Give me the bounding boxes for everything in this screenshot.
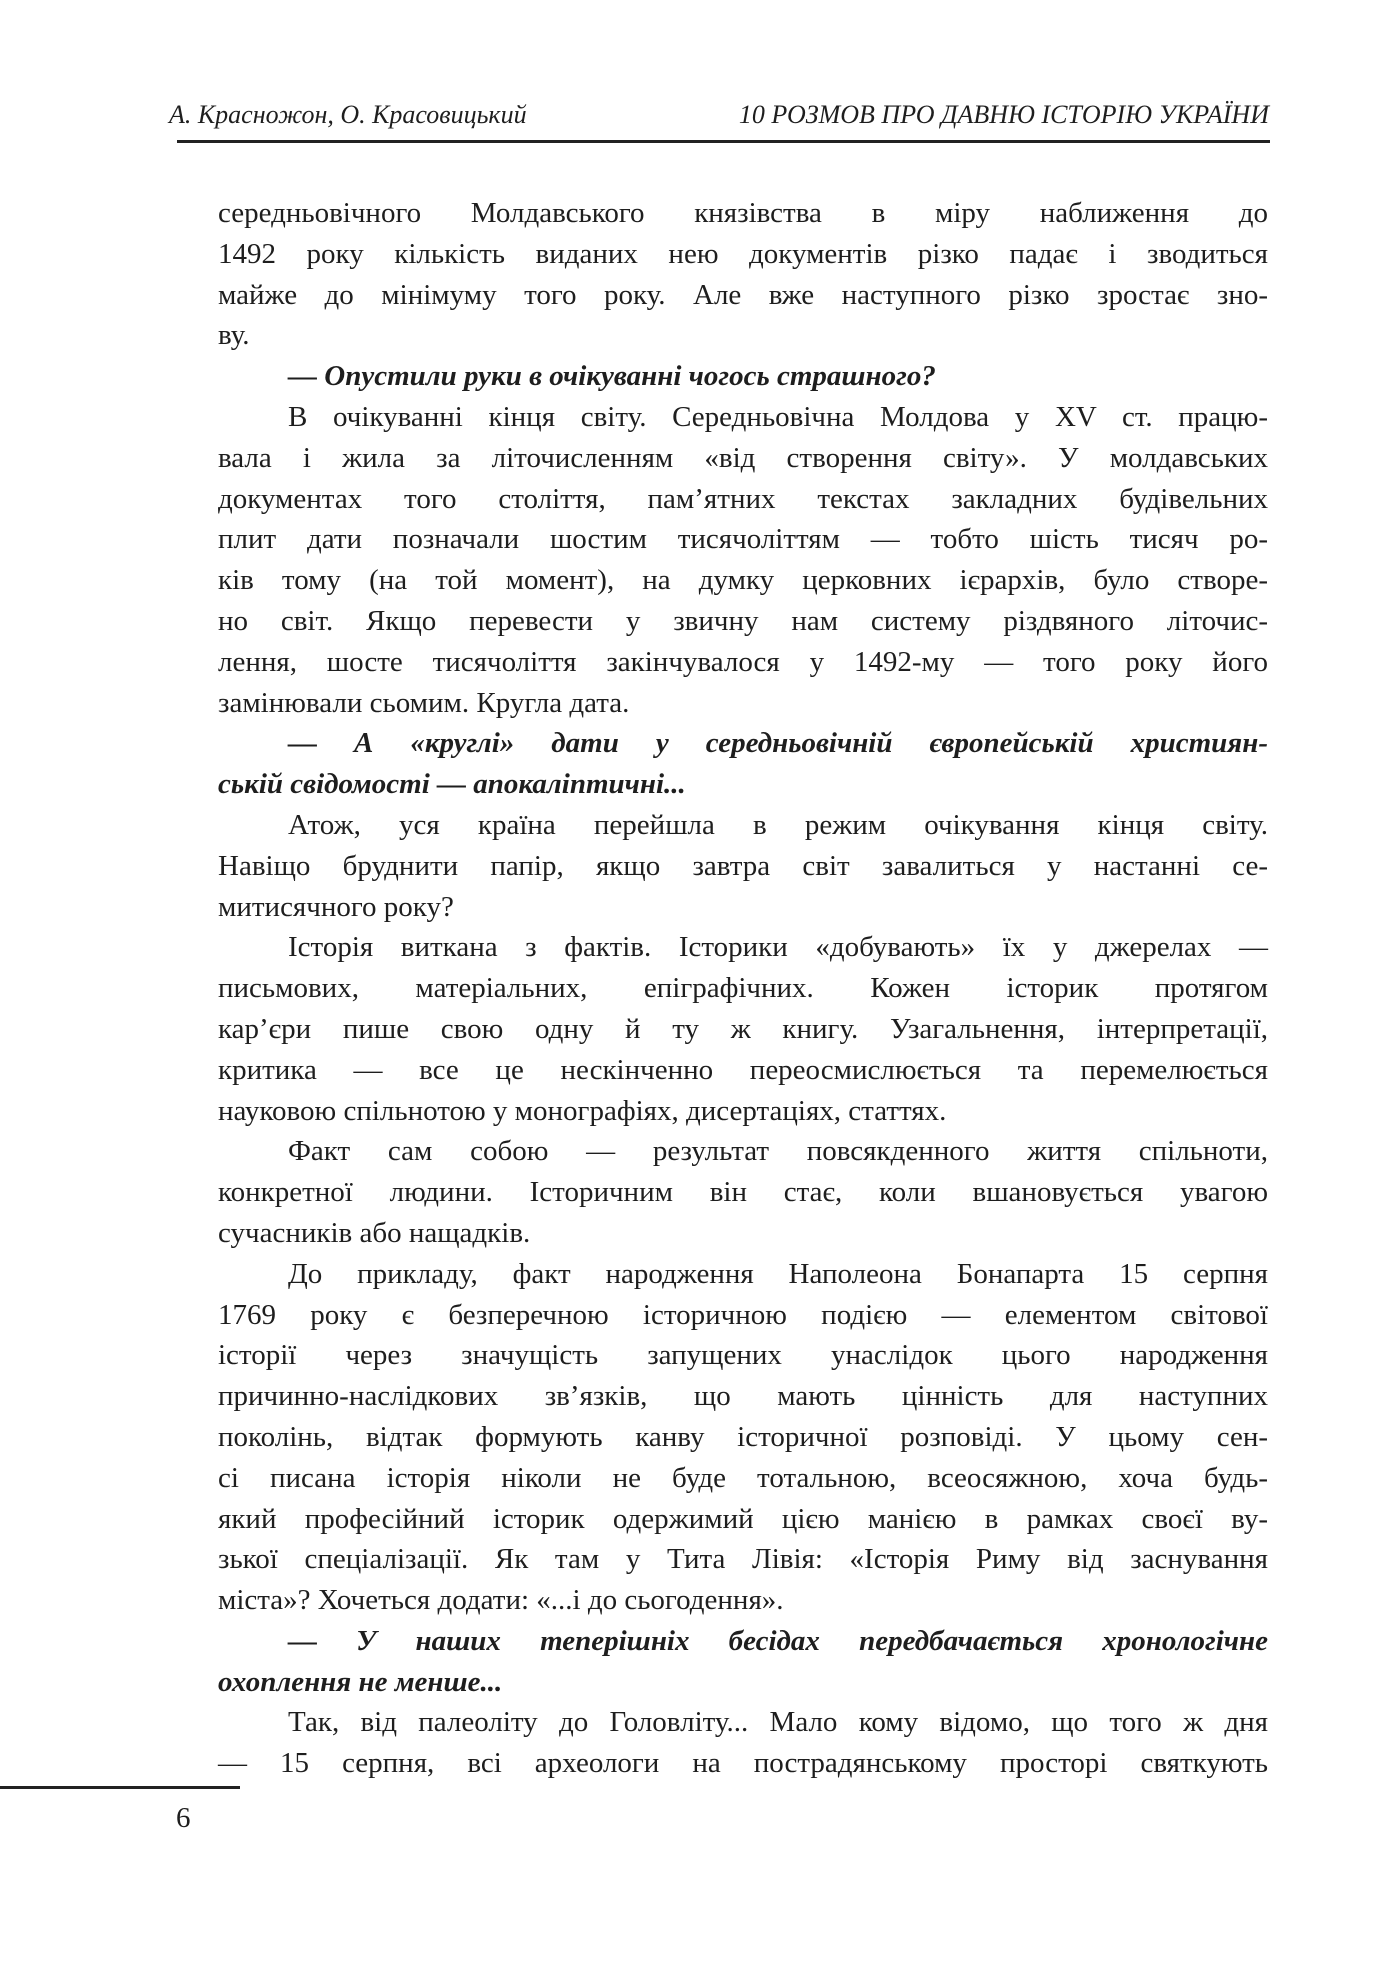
header-book-title: 10 РОЗМОВ ПРО ДАВНЮ ІСТОРІЮ УКРАЇНИ [738,100,1269,129]
paragraph [218,1702,1268,1784]
page-body [218,193,1268,1784]
text-line: вала і жила за літочисленням «від створення світу». У молдавських [218,441,1268,474]
text-line: 1492 року кількість виданих нею документів різко падає і зводиться [218,237,1268,270]
text-line: історії через значущість запущених унаслідок цього народження [218,1339,1268,1372]
text-line: — А «круглі» дати у середньовічній європейській християн- [288,727,1268,760]
text-line: — 15 серпня, всі археологи на пострадянському просторі святкують [218,1747,1268,1780]
text-line: митисячного року? [218,890,454,923]
text-line: — У наших теперішніх бесідах передбачається хронологічне [288,1624,1268,1657]
running-header [169,100,1269,136]
text-line: Факт сам собою — результат повсякденного життя спільноти, [288,1135,1268,1168]
text-line: Так, від палеоліту до Головліту... Мало кому відомо, що того ж дня [288,1706,1268,1739]
text-line: критика — все це нескінченно переосмислюється та перемелюється [218,1053,1268,1086]
header-authors: А. Красножон, О. Красовицький [169,100,527,129]
text-line: замінювали сьомим. Кругла дата. [218,686,630,719]
text-line: конкретної людини. Історичним він стає, коли вшановується увагою [218,1176,1268,1209]
text-line: плит дати позначали шостим тисячоліттям — тобто шість тисяч ро- [218,523,1268,556]
paragraph [218,1131,1268,1253]
text-line: охоплення не менше... [218,1665,503,1698]
paragraph [218,805,1268,927]
text-line: поколінь, відтак формують канву історичної розповіді. У цьому сен- [218,1420,1268,1453]
text-line: лення, шосте тисячоліття закінчувалося у 1492-му — того року його [218,645,1268,678]
text-line: сі писана історія ніколи не буде тотальною, всеосяжною, хоча будь- [218,1461,1268,1494]
footer-rule [0,1786,240,1789]
text-line: ків тому (на той момент), на думку церковних ієрархів, було створе- [218,564,1268,597]
text-line: письмових, матеріальних, епіграфічних. Кожен історик протягом [218,972,1268,1005]
text-line: майже до мінімуму того року. Але вже наступного різко зростає зно- [218,278,1268,311]
text-line: середньовічного Молдавського князівства в міру наближення до [218,197,1268,229]
interview-question [218,356,1268,397]
text-line: ву. [218,319,250,352]
text-line: який професійний історик одержимий цією манією в рамках своєї ву- [218,1502,1268,1535]
text-line: Історія виткана з фактів. Історики «добувають» їх у джерелах — [288,931,1268,964]
interview-question [218,1621,1268,1703]
text-line: ській свідомості — апокаліптичні... [218,768,686,801]
paragraph [218,1254,1268,1621]
interview-question [218,723,1268,805]
text-line: причинно-наслідкових зв’язків, що мають цінність для наступних [218,1380,1268,1413]
text-line: Атож, уся країна перейшла в режим очікування кінця світу. [288,808,1268,841]
text-line: науковою спільнотою у монографіях, дисертаціях, статтях. [218,1094,947,1127]
paragraph [218,397,1268,723]
header-rule [177,140,1270,143]
page-number: 6 [176,1802,191,1834]
text-line: зької спеціалізації. Як там у Тита Лівія: «Історія Риму від заснування [218,1543,1268,1576]
text-line: До прикладу, факт народження Наполеона Бонапарта 15 серпня [288,1257,1268,1290]
text-line: сучасників або нащадків. [218,1216,531,1249]
text-line: міста»? Хочеться додати: «...і до сьогодення». [218,1584,784,1617]
text-line: кар’єри пише свою одну й ту ж книгу. Узагальнення, інтерпретації, [218,1012,1268,1045]
paragraph [218,927,1268,1131]
text-line: документах того століття, пам’ятних текстах закладних будівельних [218,482,1268,515]
text-line: — Опустили руки в очікуванні чогось страшного? [288,360,936,393]
text-line: В очікуванні кінця світу. Середньовічна Молдова у XV ст. працю- [288,400,1268,433]
paragraph [218,193,1268,356]
text-line: но світ. Якщо перевести у звичну нам систему різдвяного літочис- [218,604,1268,637]
text-line: Навіщо бруднити папір, якщо завтра світ завалиться у настанні се- [218,849,1268,882]
text-line: 1769 року є безперечною історичною подією — елементом світової [218,1298,1268,1331]
